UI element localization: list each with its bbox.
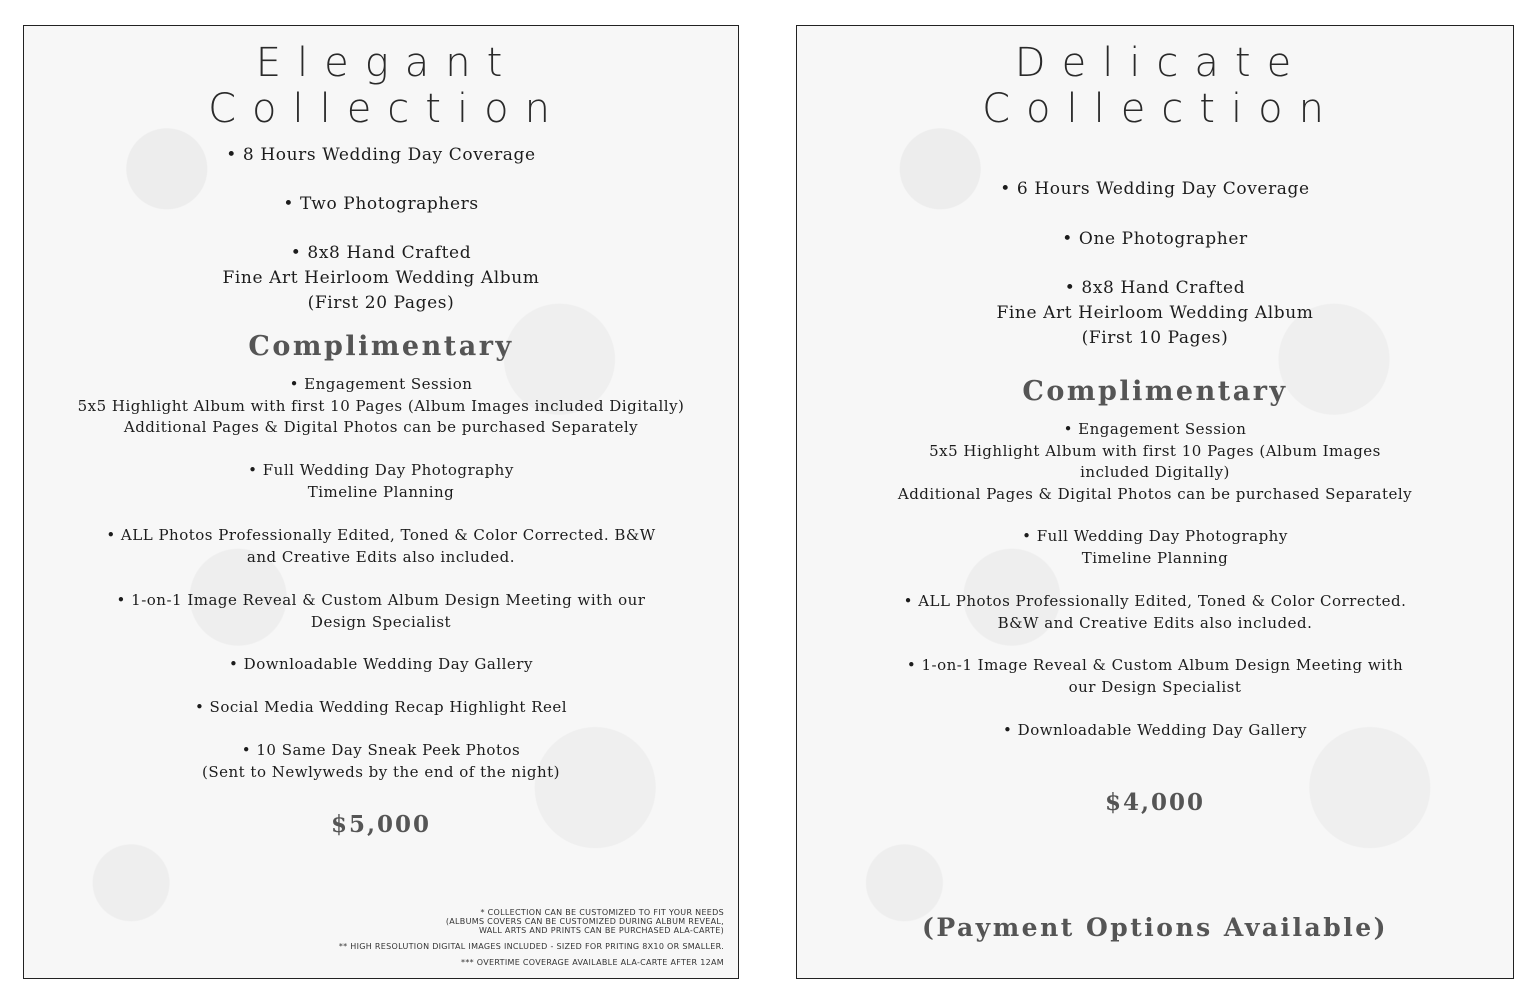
- footnotes: [224, 908, 724, 967]
- album-line-3: (First 20 Pages): [307, 293, 455, 313]
- timeline-line-1: • Full Wedding Day Photography: [248, 461, 514, 479]
- highlight-album: 5x5 Highlight Album with first 10 Pages (Album Images included Digitally): [77, 396, 685, 415]
- engagement-session: • Engagement Session: [289, 375, 473, 393]
- footnote-1-line-2: (ALBUMS COVERS CAN BE CUSTOMIZED DURING ALBUM REVEAL,: [445, 917, 724, 926]
- album-line-1: • 8x8 Hand Crafted: [1064, 278, 1246, 298]
- timeline-line-2: Timeline Planning: [1081, 548, 1229, 567]
- price: $4,000: [1104, 789, 1206, 816]
- footnote-2: ** HIGH RESOLUTION DIGITAL IMAGES INCLUDED - SIZED FOR PRITING 8X10 OR SMALLER.: [338, 942, 724, 951]
- sneak-line-1: • 10 Same Day Sneak Peek Photos: [241, 741, 521, 759]
- complimentary-edited: • ALL Photos Professionally Edited, Toned & Color Corrected. B&W and Creative Edits also included.: [903, 592, 1407, 632]
- complimentary-social: • Social Media Wedding Recap Highlight Reel: [194, 698, 568, 716]
- feature-photographers: • Two Photographers: [283, 194, 479, 214]
- payment-options: (Payment Options Available): [922, 913, 1388, 942]
- timeline-line-1: • Full Wedding Day Photography: [1022, 527, 1288, 545]
- title-line-2: Collection: [208, 86, 566, 132]
- delicate-collection-page: [796, 25, 1514, 979]
- feature-photographers: • One Photographer: [1062, 229, 1248, 249]
- album-line-2: Fine Art Heirloom Wedding Album: [996, 303, 1314, 323]
- timeline-line-2: Timeline Planning: [307, 482, 455, 501]
- album-line-3: (First 10 Pages): [1081, 328, 1229, 348]
- feature-coverage: • 6 Hours Wedding Day Coverage: [1000, 179, 1310, 199]
- feature-album: [24, 241, 738, 316]
- complimentary-timeline: [797, 526, 1513, 569]
- collection-title: [24, 40, 738, 132]
- sneak-line-2: (Sent to Newlyweds by the end of the night): [201, 762, 561, 781]
- complimentary-gallery: • Downloadable Wedding Day Gallery: [229, 655, 533, 673]
- album-line-2: Fine Art Heirloom Wedding Album: [222, 268, 540, 288]
- elegant-collection-page: [23, 25, 739, 979]
- title-line-2: Collection: [982, 86, 1340, 132]
- complimentary-heading: Complimentary: [248, 331, 514, 362]
- collection-title: [797, 40, 1513, 132]
- complimentary-gallery: • Downloadable Wedding Day Gallery: [1003, 721, 1307, 739]
- footnote-1-line-3: WALL ARTS AND PRINTS CAN BE PURCHASED ALA-CARTE): [479, 926, 724, 935]
- complimentary-engagement: [24, 374, 738, 439]
- album-line-1: • 8x8 Hand Crafted: [290, 243, 472, 263]
- engagement-session: • Engagement Session: [1063, 420, 1247, 438]
- footnote-1-line-1: * COLLECTION CAN BE CUSTOMIZED TO FIT YOUR NEEDS: [480, 908, 724, 917]
- feature-album: [797, 276, 1513, 351]
- complimentary-heading: Complimentary: [1022, 376, 1288, 407]
- complimentary-edited: • ALL Photos Professionally Edited, Toned & Color Corrected. B&W and Creative Edits also included.: [106, 526, 656, 566]
- complimentary-timeline: [24, 460, 738, 503]
- additional-pages: Additional Pages & Digital Photos can be purchased Separately: [897, 484, 1413, 503]
- complimentary-reveal: • 1-on-1 Image Reveal & Custom Album Design Meeting with our Design Specialist: [906, 656, 1404, 696]
- additional-pages: Additional Pages & Digital Photos can be purchased Separately: [123, 418, 639, 436]
- complimentary-sneak-peek: [24, 740, 738, 783]
- title-line-1: Elegant: [255, 40, 519, 86]
- highlight-album: 5x5 Highlight Album with first 10 Pages (Album Images included Digitally): [929, 441, 1381, 481]
- complimentary-engagement: [797, 419, 1513, 505]
- title-line-1: Delicate: [1014, 40, 1308, 86]
- footnote-3: *** OVERTIME COVERAGE AVAILABLE ALA-CARTE AFTER 12AM: [461, 958, 724, 967]
- complimentary-reveal: • 1-on-1 Image Reveal & Custom Album Design Meeting with our Design Specialist: [116, 591, 646, 631]
- price: $5,000: [330, 811, 432, 838]
- feature-coverage: • 8 Hours Wedding Day Coverage: [226, 145, 536, 165]
